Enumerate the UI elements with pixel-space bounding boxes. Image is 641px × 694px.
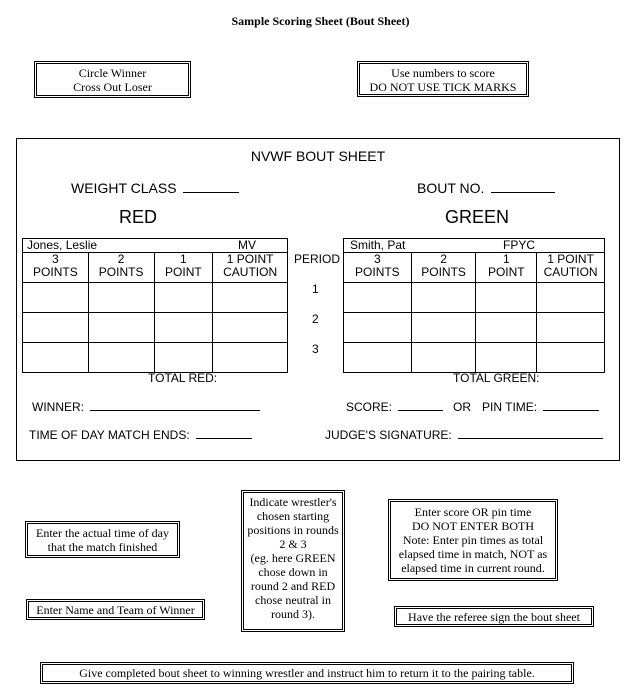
col-label: POINTS xyxy=(33,265,78,279)
note-line: Note: Enter pin times as total xyxy=(402,533,544,547)
note-line: 2 & 3 xyxy=(279,537,307,551)
score-or-pin-note xyxy=(388,499,558,581)
red-score-cell[interactable] xyxy=(213,343,288,373)
note-line: Use numbers to score xyxy=(391,66,495,80)
col-label: CAUTION xyxy=(543,265,598,279)
use-numbers-note xyxy=(357,61,529,97)
note-line: Enter score OR pin time xyxy=(414,505,532,519)
name-team-note: Enter Name and Team of Winner xyxy=(26,599,205,620)
pin-time-label: PIN TIME: xyxy=(482,400,538,414)
score-field[interactable] xyxy=(346,400,443,414)
period-1: 1 xyxy=(312,282,319,296)
note-line: elapsed time in current round. xyxy=(401,561,545,575)
time-of-day-line[interactable] xyxy=(196,428,252,439)
total-red-label: TOTAL RED: xyxy=(148,371,218,385)
red-score-cell[interactable] xyxy=(23,343,89,373)
col-value: 1 POINT xyxy=(226,252,274,266)
col-value: 2 xyxy=(440,252,447,266)
note-line: that the match finished xyxy=(47,540,158,554)
col-value: 1 POINT xyxy=(547,252,594,266)
green-score-cell[interactable] xyxy=(537,283,605,313)
green-wrestler-team: FPYC xyxy=(503,238,536,252)
bout-sheet-header: NVWF BOUT SHEET xyxy=(250,148,386,164)
red-score-cell[interactable] xyxy=(23,313,89,343)
or-label: OR xyxy=(453,400,471,414)
period-label: PERIOD xyxy=(294,252,341,266)
col-value: 1 xyxy=(180,252,187,266)
winner-line[interactable] xyxy=(90,400,260,411)
time-of-day-field[interactable] xyxy=(29,428,252,442)
red-col-caution xyxy=(213,253,288,283)
score-label: SCORE: xyxy=(346,400,393,414)
red-score-cell[interactable] xyxy=(88,283,154,313)
green-score-cell[interactable] xyxy=(537,313,605,343)
red-score-table xyxy=(22,238,288,373)
judge-signature-line[interactable] xyxy=(458,428,603,439)
red-score-cell[interactable] xyxy=(88,343,154,373)
note-line: (eg. here GREEN xyxy=(250,551,336,565)
red-score-cell[interactable] xyxy=(213,313,288,343)
weight-class-field[interactable] xyxy=(71,180,239,196)
red-score-cell[interactable] xyxy=(23,283,89,313)
green-score-table xyxy=(343,238,605,373)
note-line: round 2 and RED xyxy=(250,579,336,593)
red-wrestler-team: MV xyxy=(238,238,256,252)
judge-signature-field[interactable] xyxy=(325,428,603,442)
green-score-cell[interactable] xyxy=(476,343,537,373)
green-col-2-points xyxy=(411,253,476,283)
red-score-cell[interactable] xyxy=(154,283,213,313)
give-completed-note: Give completed bout sheet to winning wrestler and instruct him to return it to the pairing table. xyxy=(40,662,574,684)
note-line: Enter the actual time of day xyxy=(36,526,169,540)
winner-field[interactable] xyxy=(32,400,260,414)
green-score-cell[interactable] xyxy=(411,313,476,343)
green-score-cell[interactable] xyxy=(411,283,476,313)
col-value: 3 xyxy=(374,252,381,266)
note-line: chosen starting xyxy=(256,509,330,523)
green-score-cell[interactable] xyxy=(411,343,476,373)
winner-label: WINNER: xyxy=(32,400,84,414)
note-line: chose down in xyxy=(258,565,328,579)
red-score-cell[interactable] xyxy=(88,313,154,343)
note-line: round 3). xyxy=(271,607,315,621)
col-label: POINTS xyxy=(421,265,466,279)
note-line: Indicate wrestler's xyxy=(249,495,337,509)
bout-no-field[interactable] xyxy=(417,180,555,196)
col-label: POINT xyxy=(165,265,202,279)
note-line: Circle Winner xyxy=(78,66,147,80)
red-col-3-points xyxy=(23,253,89,283)
col-label: CAUTION xyxy=(223,265,278,279)
green-score-cell[interactable] xyxy=(476,313,537,343)
green-col-1-point xyxy=(476,253,537,283)
green-score-cell[interactable] xyxy=(476,283,537,313)
pin-time-line[interactable] xyxy=(543,400,599,411)
col-value: 3 xyxy=(52,252,59,266)
green-col-caution xyxy=(537,253,605,283)
note-line: chose neutral in xyxy=(255,593,331,607)
pin-time-field[interactable] xyxy=(482,400,599,414)
note-line: DO NOT ENTER BOTH xyxy=(411,519,535,533)
time-of-day-label: TIME OF DAY MATCH ENDS: xyxy=(29,428,190,442)
red-label: RED xyxy=(118,207,157,227)
weight-class-label: WEIGHT CLASS xyxy=(71,180,177,196)
starting-positions-note xyxy=(241,490,345,632)
col-value: 1 xyxy=(502,252,510,266)
red-score-cell[interactable] xyxy=(213,283,288,313)
note-line: elapsed time in match, NOT as xyxy=(398,547,548,561)
total-green-label: TOTAL GREEN: xyxy=(453,371,540,385)
green-label: GREEN xyxy=(444,207,509,227)
score-line[interactable] xyxy=(398,400,443,411)
note-line: positions in rounds xyxy=(247,523,339,537)
green-col-3-points xyxy=(344,253,412,283)
green-wrestler-row xyxy=(344,239,605,253)
col-label: POINTS xyxy=(98,265,144,279)
green-score-cell[interactable] xyxy=(344,283,412,313)
red-wrestler-row xyxy=(23,239,288,253)
red-score-cell[interactable] xyxy=(154,313,213,343)
period-2: 2 xyxy=(312,312,319,326)
bout-no-line[interactable] xyxy=(491,182,555,193)
red-wrestler-name: Jones, Leslie xyxy=(27,238,98,252)
col-label: POINTS xyxy=(355,265,400,279)
green-score-cell[interactable] xyxy=(344,313,412,343)
red-col-1-point xyxy=(154,253,213,283)
col-value: 2 xyxy=(117,252,125,266)
red-score-cell[interactable] xyxy=(154,343,213,373)
weight-class-line[interactable] xyxy=(183,182,239,193)
note-line: DO NOT USE TICK MARKS xyxy=(369,80,517,94)
bout-no-label: BOUT NO. xyxy=(417,180,485,196)
note-line: Cross Out Loser xyxy=(73,80,152,94)
period-3: 3 xyxy=(312,342,319,356)
red-col-2-points xyxy=(88,253,154,283)
page-title: Sample Scoring Sheet (Bout Sheet) xyxy=(231,14,410,28)
circle-winner-note xyxy=(34,61,191,98)
referee-sign-note: Have the referee sign the bout sheet xyxy=(394,606,594,627)
judge-signature-label: JUDGE'S SIGNATURE: xyxy=(325,428,452,442)
col-label: POINT xyxy=(487,265,525,279)
green-score-cell[interactable] xyxy=(537,343,605,373)
green-wrestler-name: Smith, Pat xyxy=(350,238,406,252)
green-score-cell[interactable] xyxy=(344,343,412,373)
time-of-day-note xyxy=(25,521,180,558)
